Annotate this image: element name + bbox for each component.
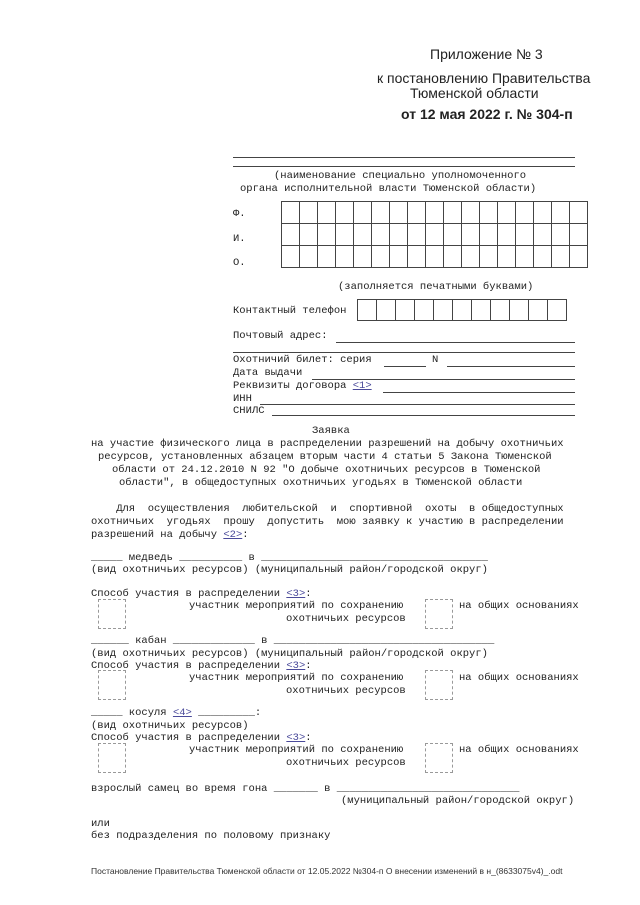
letter-cell[interactable] bbox=[336, 224, 354, 246]
letter-cell[interactable] bbox=[462, 246, 480, 268]
bear-row[interactable]: _____ медведь __________ в ____________________________________ bbox=[91, 552, 488, 564]
letter-cell[interactable] bbox=[498, 202, 516, 224]
general-option-3: на общих основаниях bbox=[459, 744, 579, 756]
method-label-2-text: Способ участия в распределении bbox=[91, 660, 281, 672]
application-subtitle-2: ресурсов, установленных абзацем вторым части 4 статьи 5 Закона Тюменской bbox=[98, 451, 552, 463]
ticket-series-line[interactable] bbox=[384, 366, 426, 367]
phone-digit-cell[interactable] bbox=[358, 300, 377, 321]
letter-cell[interactable] bbox=[552, 246, 570, 268]
letter-cell[interactable] bbox=[300, 202, 318, 224]
letter-cell[interactable] bbox=[534, 246, 552, 268]
no-sex-division-text: без подразделения по половому признаку bbox=[91, 830, 331, 842]
letter-cell[interactable] bbox=[408, 246, 426, 268]
footer-document-name: Постановление Правительства Тюменской области от 12.05.2022 №304-п О внесении изменений в н_(8633075v4)_.odt bbox=[91, 866, 563, 876]
decree-reference: к постановлению Правительства bbox=[377, 70, 591, 86]
letter-cell[interactable] bbox=[480, 224, 498, 246]
hunting-ticket-label: Охотничий билет: серия bbox=[233, 354, 372, 366]
letter-cell[interactable] bbox=[570, 224, 588, 246]
letter-cell[interactable] bbox=[480, 202, 498, 224]
address-line-2[interactable] bbox=[233, 352, 575, 353]
letter-cell[interactable] bbox=[426, 224, 444, 246]
contract-label-text: Реквизиты договора bbox=[233, 380, 347, 392]
issue-date-label: Дата выдачи bbox=[233, 367, 303, 379]
letter-cell[interactable] bbox=[336, 202, 354, 224]
authority-caption-2: органа исполнительной власти Тюменской области) bbox=[240, 183, 537, 195]
boar-caption: (вид охотничьих ресурсов) (муниципальный район/городской округ) bbox=[91, 648, 488, 660]
letter-cell[interactable] bbox=[300, 224, 318, 246]
name-letter-grid[interactable] bbox=[281, 201, 588, 268]
adult-male-row[interactable]: взрослый самец во время гона _______ в _____________________________ bbox=[91, 783, 520, 795]
decree-date: от 12 мая 2022 г. № 304-п bbox=[401, 106, 573, 122]
application-subtitle-3: области от 24.12.2010 N 92 "О добыче охотничьих ресурсов в Тюменской bbox=[112, 464, 541, 476]
letter-cell[interactable] bbox=[408, 202, 426, 224]
letter-cell[interactable] bbox=[282, 224, 300, 246]
contract-label bbox=[233, 380, 372, 392]
address-label: Почтовый адрес: bbox=[233, 330, 328, 342]
phone-digit-cell[interactable] bbox=[415, 300, 434, 321]
application-subtitle-1: на участие физического лица в распределении разрешений на добычу охотничьих bbox=[91, 438, 564, 450]
request-paragraph-3-text: разрешений на добычу bbox=[91, 529, 218, 541]
adult-male-caption: (муниципальный район/городской округ) bbox=[341, 795, 575, 807]
letter-cell[interactable] bbox=[300, 246, 318, 268]
letter-cell[interactable] bbox=[390, 246, 408, 268]
general-checkbox-2[interactable] bbox=[425, 670, 453, 700]
roe-caption: (вид охотничьих ресурсов) bbox=[91, 720, 249, 732]
roe-row[interactable] bbox=[91, 707, 261, 719]
footnote-3-link-1[interactable]: <3> bbox=[286, 588, 306, 600]
letter-cell[interactable] bbox=[426, 246, 444, 268]
letter-cell[interactable] bbox=[570, 202, 588, 224]
inn-label: ИНН bbox=[233, 393, 252, 405]
authority-line-2 bbox=[233, 166, 575, 167]
ticket-number-label: N bbox=[432, 354, 439, 366]
application-subtitle-4: области", в общедоступных охотничьих угодьях в Тюменской области bbox=[119, 477, 523, 489]
roe-row-text: _____ косуля bbox=[91, 707, 167, 719]
authority-caption-1: (наименование специально уполномоченного bbox=[274, 170, 527, 182]
address-line-1[interactable] bbox=[336, 342, 575, 343]
letter-cell[interactable] bbox=[444, 224, 462, 246]
letter-cell[interactable] bbox=[372, 224, 390, 246]
roe-row-end: _________: bbox=[198, 707, 262, 719]
letter-cell[interactable] bbox=[462, 224, 480, 246]
request-paragraph-3-end: : bbox=[242, 529, 249, 541]
letter-cell[interactable] bbox=[444, 202, 462, 224]
or-text: или bbox=[91, 818, 110, 830]
surname-label: Ф. bbox=[233, 208, 246, 220]
application-title: Заявка bbox=[312, 425, 350, 437]
conservation-checkbox-1[interactable] bbox=[98, 599, 126, 629]
general-checkbox-3[interactable] bbox=[425, 743, 453, 773]
letter-cell[interactable] bbox=[552, 202, 570, 224]
letter-cell[interactable] bbox=[372, 202, 390, 224]
letter-cell[interactable] bbox=[516, 246, 534, 268]
letter-cell[interactable] bbox=[426, 202, 444, 224]
letter-cell[interactable] bbox=[354, 224, 372, 246]
conservation-option-3-l2: охотничьих ресурсов bbox=[286, 757, 406, 769]
letter-cell[interactable] bbox=[318, 224, 336, 246]
contract-footnote-link[interactable]: <1> bbox=[352, 380, 372, 392]
phone-digit-cell[interactable] bbox=[396, 300, 415, 321]
phone-digit-cell[interactable] bbox=[529, 300, 548, 321]
method-label-1-end: : bbox=[305, 588, 312, 600]
phone-digit-cell[interactable] bbox=[453, 300, 472, 321]
letter-cell[interactable] bbox=[534, 202, 552, 224]
letter-cell[interactable] bbox=[282, 202, 300, 224]
phone-digit-grid[interactable] bbox=[357, 299, 567, 321]
letter-cell[interactable] bbox=[552, 224, 570, 246]
letter-cell[interactable] bbox=[516, 224, 534, 246]
letter-cell[interactable] bbox=[498, 224, 516, 246]
method-label-1-text: Способ участия в распределении bbox=[91, 588, 281, 600]
phone-digit-cell[interactable] bbox=[510, 300, 529, 321]
conservation-option-2-l2: охотничьих ресурсов bbox=[286, 685, 406, 697]
conservation-option-1-l2: охотничьих ресурсов bbox=[286, 613, 406, 625]
method-label-3-text: Способ участия в распределении bbox=[91, 732, 281, 744]
footnote-2-link[interactable]: <2> bbox=[223, 529, 243, 541]
phone-digit-cell[interactable] bbox=[472, 300, 491, 321]
letter-cell[interactable] bbox=[444, 246, 462, 268]
letter-cell[interactable] bbox=[372, 246, 390, 268]
phone-label: Контактный телефон bbox=[233, 305, 347, 317]
request-paragraph-2: охотничьих угодьях прошу допустить мою заявку к участию в распределении bbox=[91, 516, 564, 528]
general-option-2: на общих основаниях bbox=[459, 672, 579, 684]
inn-line[interactable] bbox=[260, 404, 575, 405]
letter-cell[interactable] bbox=[318, 246, 336, 268]
request-paragraph-3 bbox=[91, 529, 249, 541]
letter-cell[interactable] bbox=[498, 246, 516, 268]
snils-label: СНИЛС bbox=[233, 405, 265, 417]
letter-cell[interactable] bbox=[390, 202, 408, 224]
snils-line[interactable] bbox=[272, 415, 575, 416]
appendix-number: Приложение № 3 bbox=[430, 46, 543, 62]
letter-cell[interactable] bbox=[534, 224, 552, 246]
letter-cell[interactable] bbox=[462, 202, 480, 224]
ticket-number-line[interactable] bbox=[447, 366, 575, 367]
patronymic-label: О. bbox=[233, 257, 246, 269]
conservation-checkbox-3[interactable] bbox=[98, 743, 126, 773]
letter-cell[interactable] bbox=[408, 224, 426, 246]
letter-cell[interactable] bbox=[480, 246, 498, 268]
footnote-3-link-3[interactable]: <3> bbox=[286, 732, 306, 744]
conservation-option-3-l1: участник мероприятий по сохранению bbox=[189, 744, 404, 756]
letter-cell[interactable] bbox=[390, 224, 408, 246]
footnote-3-link-2[interactable]: <3> bbox=[286, 660, 306, 672]
letter-cell[interactable] bbox=[318, 202, 336, 224]
authority-line-1 bbox=[233, 157, 575, 158]
letter-cell[interactable] bbox=[354, 202, 372, 224]
conservation-option-1-l1: участник мероприятий по сохранению bbox=[189, 600, 404, 612]
letter-cell[interactable] bbox=[282, 246, 300, 268]
print-letters-note: (заполняется печатными буквами) bbox=[338, 281, 534, 293]
name-label: И. bbox=[233, 233, 246, 245]
method-label-3-end: : bbox=[305, 732, 312, 744]
region-name: Тюменской области bbox=[410, 85, 539, 101]
footnote-4-link[interactable]: <4> bbox=[172, 707, 192, 719]
contract-line[interactable] bbox=[383, 392, 575, 393]
bear-caption: (вид охотничьих ресурсов) (муниципальный район/городской округ) bbox=[91, 564, 488, 576]
general-checkbox-1[interactable] bbox=[425, 599, 453, 629]
method-label-2-end: : bbox=[305, 660, 312, 672]
phone-digit-cell[interactable] bbox=[434, 300, 453, 321]
general-option-1: на общих основаниях bbox=[459, 600, 579, 612]
phone-digit-cell[interactable] bbox=[491, 300, 510, 321]
boar-row[interactable]: ______ кабан _____________ в ___________________________________ bbox=[91, 635, 495, 647]
letter-cell[interactable] bbox=[570, 246, 588, 268]
phone-digit-cell[interactable] bbox=[548, 300, 567, 321]
request-paragraph-1: Для осуществления любительской и спортивной охоты в общедоступных bbox=[91, 503, 564, 515]
letter-cell[interactable] bbox=[354, 246, 372, 268]
phone-digit-cell[interactable] bbox=[377, 300, 396, 321]
conservation-checkbox-2[interactable] bbox=[98, 670, 126, 700]
conservation-option-2-l1: участник мероприятий по сохранению bbox=[189, 672, 404, 684]
letter-cell[interactable] bbox=[516, 202, 534, 224]
letter-cell[interactable] bbox=[336, 246, 354, 268]
